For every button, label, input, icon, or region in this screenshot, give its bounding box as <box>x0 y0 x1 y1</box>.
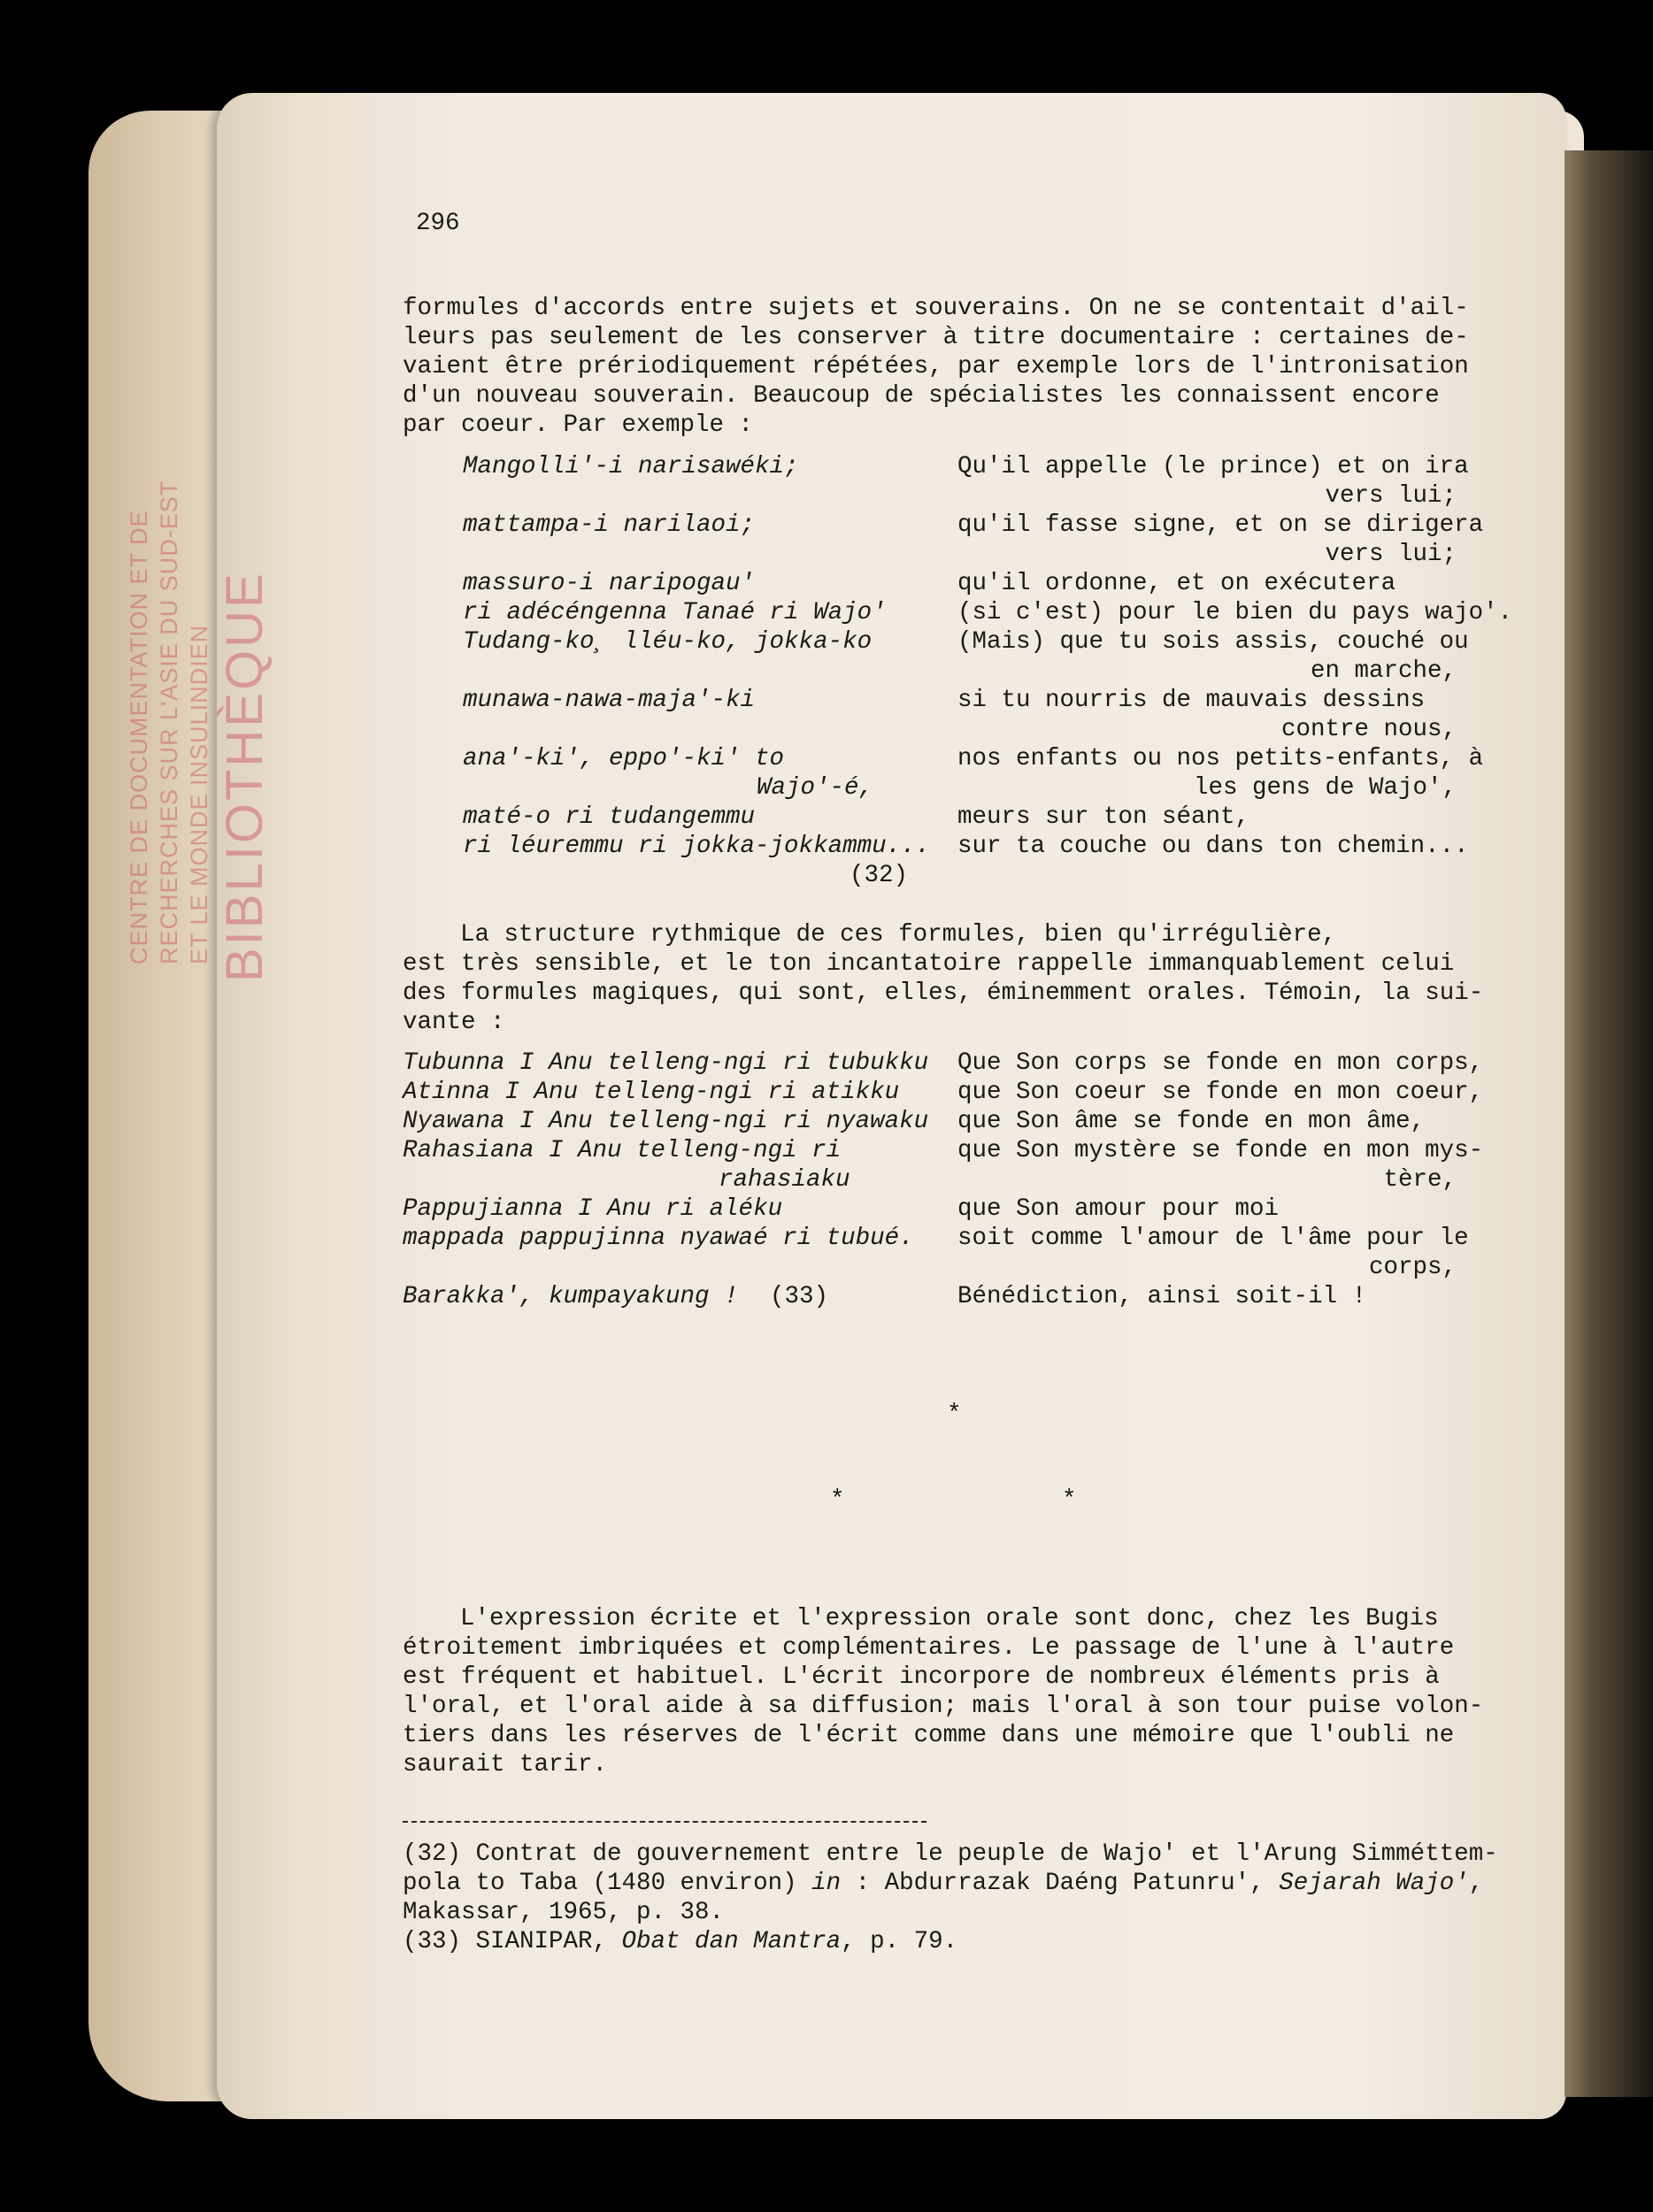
verse-line: en marche, <box>1310 657 1457 685</box>
verse-line: soit comme l'amour de l'âme pour le <box>957 1225 1469 1252</box>
footnote-in: in <box>811 1870 842 1897</box>
text-line: l'oral, et l'oral aide à sa diffusion; mais l'oral à son tour puise volon- <box>403 1693 1484 1720</box>
page-number: 296 <box>416 210 460 237</box>
footnote-text: : Abdurrazak Daéng Patunru', <box>841 1870 1280 1897</box>
verse-line: Rahasiana I Anu telleng-ngi ri <box>403 1137 842 1164</box>
text-line: est très sensible, et le ton incantatoire rappelle immanquablement celui <box>403 950 1455 978</box>
verse-line: ri adécéngenna Tanaé ri Wajo' <box>463 599 887 626</box>
verse-line: Nyawana I Anu telleng-ngi ri nyawaku <box>403 1108 929 1135</box>
asterisk: * <box>1062 1486 1077 1514</box>
text-line: L'expression écrite et l'expression orale sont donc, chez les Bugis <box>460 1605 1439 1632</box>
verse-line: mattampa-i narilaoi; <box>463 511 756 539</box>
verse-line: si tu nourris de mauvais dessins <box>957 687 1426 714</box>
verse-line: les gens de Wajo', <box>1193 774 1457 802</box>
verse-line: que Son mystère se fonde en mon mys- <box>957 1137 1484 1164</box>
verse-line: corps, <box>1368 1254 1457 1281</box>
verse-line: ri léuremmu ri jokka-jokkammu... <box>463 833 931 860</box>
verse-line: massuro-i naripogau' <box>463 570 756 597</box>
text-line: des formules magiques, qui sont, elles, éminemment orales. Témoin, la sui- <box>403 979 1484 1007</box>
footnote-divider <box>403 1821 926 1823</box>
verse-line: vers lui; <box>1325 482 1457 510</box>
verse-line: Wajo'-é, <box>757 774 874 802</box>
library-stamp <box>124 469 276 982</box>
footnote-text: pola to Taba (1480 environ) <box>403 1870 812 1897</box>
verse-line: Barakka', kumpayakung ! <box>403 1283 739 1310</box>
verse-line: munawa-nawa-maja'-ki <box>463 687 756 714</box>
text-line: vante : <box>403 1009 505 1036</box>
verse-line: qu'il ordonne, et on exécutera <box>957 570 1396 597</box>
verse-line: qu'il fasse signe, et on se dirigera <box>957 511 1484 539</box>
verse-line: meurs sur ton séant, <box>957 803 1250 831</box>
verse-line: ana'-ki', eppo'-ki' to <box>463 745 785 772</box>
stamp-line-3: ET LE MONDE INSULINDIEN <box>186 624 212 964</box>
footnote-32-line <box>403 1870 1483 1898</box>
asterisk: * <box>947 1401 962 1428</box>
verse-line: (si c'est) pour le bien du pays wajo'. <box>957 599 1513 626</box>
verse-line: (Mais) que tu sois assis, couché ou <box>957 628 1469 656</box>
text-line: La structure rythmique de ces formules, bien qu'irrégulière, <box>460 921 1337 949</box>
footnote-text: , <box>1468 1870 1484 1897</box>
text-line: formules d'accords entre sujets et souverains. On ne se contentait d'ail- <box>403 295 1469 322</box>
text-line: par coeur. Par exemple : <box>403 411 754 439</box>
footnote-ref-32: (32) <box>850 862 909 889</box>
verse-line: rahasiaku <box>719 1166 850 1194</box>
verse-line: Qu'il appelle (le prince) et on ira <box>957 453 1469 480</box>
verse-line: vers lui; <box>1325 541 1457 568</box>
text-line: est fréquent et habituel. L'écrit incorpore de nombreux éléments pris à <box>403 1663 1440 1691</box>
footnote-text: , p. 79. <box>841 1928 958 1955</box>
book-spine-shadow <box>1565 150 1653 2097</box>
text-line: d'un nouveau souverain. Beaucoup de spécialistes les connaissent encore <box>403 382 1440 410</box>
verse-line: maté-o ri tudangemmu <box>463 803 756 831</box>
footnote-32-line: (32) Contrat de gouvernement entre le peuple de Wajo' et l'Arung Simméttem- <box>403 1840 1498 1868</box>
verse-line: Mangolli'-i narisawéki; <box>463 453 799 480</box>
verse-line: Pappujianna I Anu ri aléku <box>403 1195 783 1223</box>
verse-line: Tubunna I Anu telleng-ngi ri tubukku <box>403 1049 929 1077</box>
stamp-line-1: CENTRE DE DOCUMENTATION ET DE <box>126 510 152 964</box>
footnote-33 <box>403 1928 957 1956</box>
footnote-book-title: Sejarah Wajo' <box>1279 1870 1469 1897</box>
verse-line: que Son âme se fonde en mon âme, <box>957 1108 1426 1135</box>
verse-line: tère, <box>1383 1166 1457 1194</box>
footnote-ref-33: (33) <box>770 1283 829 1310</box>
verse-line: nos enfants ou nos petits-enfants, à <box>957 745 1484 772</box>
asterisk: * <box>830 1486 845 1514</box>
verse-line: Bénédiction, ainsi soit-il ! <box>957 1283 1367 1310</box>
stamp-title: BIBLIOTHÈQUE <box>216 571 273 982</box>
text-line: leurs pas seulement de les conserver à titre documentaire : certaines de- <box>403 324 1469 351</box>
text-line: vaient être prériodiquement répétées, par exemple lors de l'intronisation <box>403 353 1469 380</box>
verse-line: que Son coeur se fonde en mon coeur, <box>957 1079 1484 1106</box>
verse-line: contre nous, <box>1280 716 1457 743</box>
text-line: étroitement imbriquées et complémentaires. Le passage de l'une à l'autre <box>403 1634 1455 1662</box>
footnote-text: (33) SIANIPAR, <box>403 1928 622 1955</box>
verse-line: Tudang-ko¸ lléu-ko, jokka-ko <box>463 628 873 656</box>
text-line: saurait tarir. <box>403 1751 608 1778</box>
text-line: tiers dans les réserves de l'écrit comme dans une mémoire que l'oubli ne <box>403 1722 1455 1749</box>
footnote-book-title: Obat dan Mantra <box>621 1928 842 1955</box>
verse-line: sur ta couche ou dans ton chemin... <box>957 833 1469 860</box>
verse-line: Atinna I Anu telleng-ngi ri atikku <box>403 1079 900 1106</box>
verse-line: mappada pappujinna nyawaé ri tubué. <box>403 1225 914 1252</box>
verse-line: que Son amour pour moi <box>957 1195 1280 1223</box>
footnote-32-line: Makassar, 1965, p. 38. <box>403 1899 725 1926</box>
stamp-line-2: RECHERCHES SUR L'ASIE DU SUD-EST <box>156 480 182 964</box>
verse-line: Que Son corps se fonde en mon corps, <box>957 1049 1484 1077</box>
